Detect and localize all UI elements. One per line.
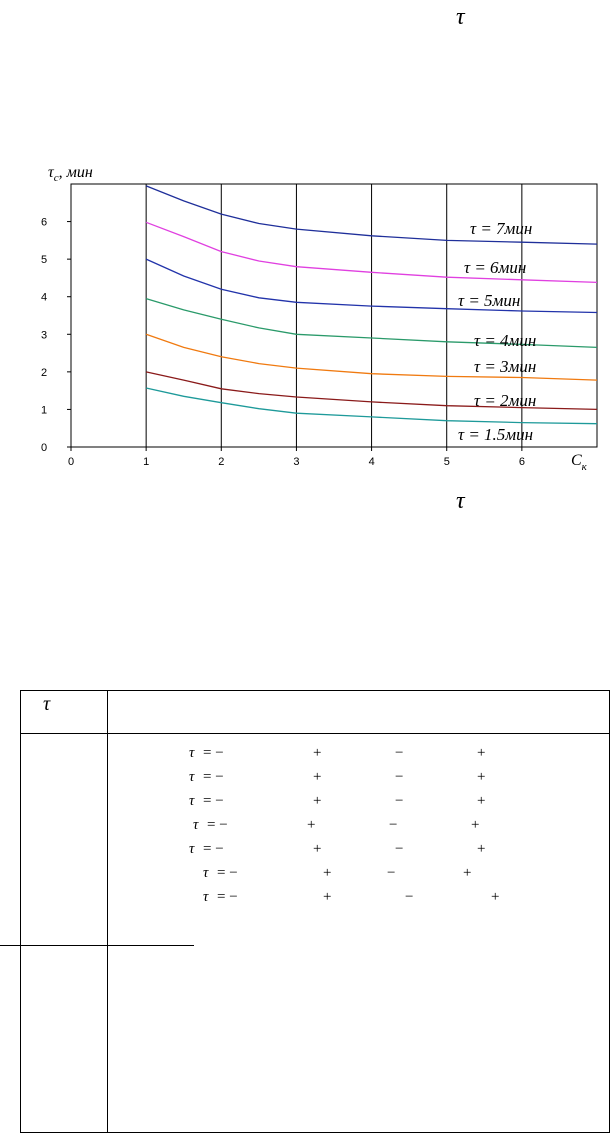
formula-plus1: + bbox=[313, 769, 322, 785]
formula-eq: = − bbox=[203, 745, 224, 761]
parameters-table bbox=[20, 690, 610, 1133]
formula-tau: τ bbox=[203, 865, 209, 881]
y-tick-label: 5 bbox=[41, 254, 48, 267]
series-label: τ = 2мин bbox=[474, 391, 537, 410]
formula-minus: − bbox=[405, 889, 414, 905]
series-label: τ = 5мин bbox=[458, 291, 521, 310]
y-tick-label: 1 bbox=[41, 404, 48, 417]
formula-plus2: + bbox=[491, 889, 500, 905]
y-tick-label: 4 bbox=[41, 291, 48, 304]
table-header-formula bbox=[108, 691, 610, 734]
table-cell-formulas bbox=[108, 734, 610, 1133]
formula-plus1: + bbox=[323, 865, 332, 881]
formula-row bbox=[109, 885, 608, 909]
formula-plus2: + bbox=[477, 841, 486, 857]
formula-tau: τ bbox=[189, 841, 195, 857]
series-label: τ = 3мин bbox=[474, 357, 537, 376]
formula-plus1: + bbox=[313, 793, 322, 809]
footnote-rule bbox=[0, 945, 194, 946]
formula-minus: − bbox=[389, 817, 398, 833]
series-label: τ = 7мин bbox=[470, 219, 533, 238]
formula-plus2: + bbox=[463, 865, 472, 881]
formula-plus2: + bbox=[477, 769, 486, 785]
tau-symbol-top: τ bbox=[456, 4, 465, 30]
formula-tau: τ bbox=[193, 817, 199, 833]
formula-row bbox=[109, 765, 608, 789]
formula-plus2: + bbox=[477, 745, 486, 761]
formula-eq: = − bbox=[203, 769, 224, 785]
formula-minus: − bbox=[395, 745, 404, 761]
formula-plus1: + bbox=[307, 817, 316, 833]
formula-row bbox=[109, 861, 608, 885]
y-tick-label: 6 bbox=[41, 216, 48, 229]
y-tick-label: 3 bbox=[41, 329, 48, 342]
formula-minus: − bbox=[395, 841, 404, 857]
x-tick-label: 6 bbox=[518, 456, 525, 468]
x-tick-label: 3 bbox=[293, 456, 300, 468]
formula-row bbox=[109, 741, 608, 765]
formula-eq: = − bbox=[217, 865, 238, 881]
formula-eq: = − bbox=[217, 889, 238, 905]
y-tick-label: 2 bbox=[41, 366, 48, 379]
formula-row bbox=[109, 837, 608, 861]
formula-eq: = − bbox=[203, 841, 224, 857]
table-cell-tau-values bbox=[21, 734, 108, 1133]
formula-row bbox=[109, 813, 608, 837]
series-label: τ = 4мин bbox=[474, 331, 537, 350]
y-tick-label: 0 bbox=[41, 442, 48, 454]
formula-minus: − bbox=[387, 865, 396, 881]
tau-symbol-middle: τ bbox=[456, 488, 465, 514]
chart-labels bbox=[458, 219, 536, 444]
formula-tau: τ bbox=[203, 889, 209, 905]
formula-tau: τ bbox=[189, 745, 195, 761]
line-chart bbox=[0, 160, 612, 480]
x-tick-label: 4 bbox=[368, 456, 375, 468]
x-tick-label: 0 bbox=[68, 456, 75, 468]
formula-tau: τ bbox=[189, 769, 195, 785]
series-label: τ = 1.5мин bbox=[458, 425, 534, 444]
formula-minus: − bbox=[395, 769, 404, 785]
x-tick-label: 1 bbox=[143, 456, 150, 468]
x-tick-label: 2 bbox=[218, 456, 225, 468]
formula-row bbox=[109, 789, 608, 813]
y-axis-title: $\tau_c$, мин bbox=[48, 164, 93, 184]
formula-tau: τ bbox=[189, 793, 195, 809]
formula-plus1: + bbox=[313, 841, 322, 857]
formula-eq: = − bbox=[207, 817, 228, 833]
formula-plus1: + bbox=[313, 745, 322, 761]
formula-minus: − bbox=[395, 793, 404, 809]
formula-plus1: + bbox=[323, 889, 332, 905]
series-label: τ = 6мин bbox=[464, 258, 527, 277]
formula-plus2: + bbox=[477, 793, 486, 809]
x-axis-title: $C_к$ bbox=[571, 452, 587, 473]
table-header-tau: τ bbox=[21, 691, 108, 734]
formula-plus2: + bbox=[471, 817, 480, 833]
x-tick-label: 5 bbox=[443, 456, 450, 468]
formula-eq: = − bbox=[203, 793, 224, 809]
